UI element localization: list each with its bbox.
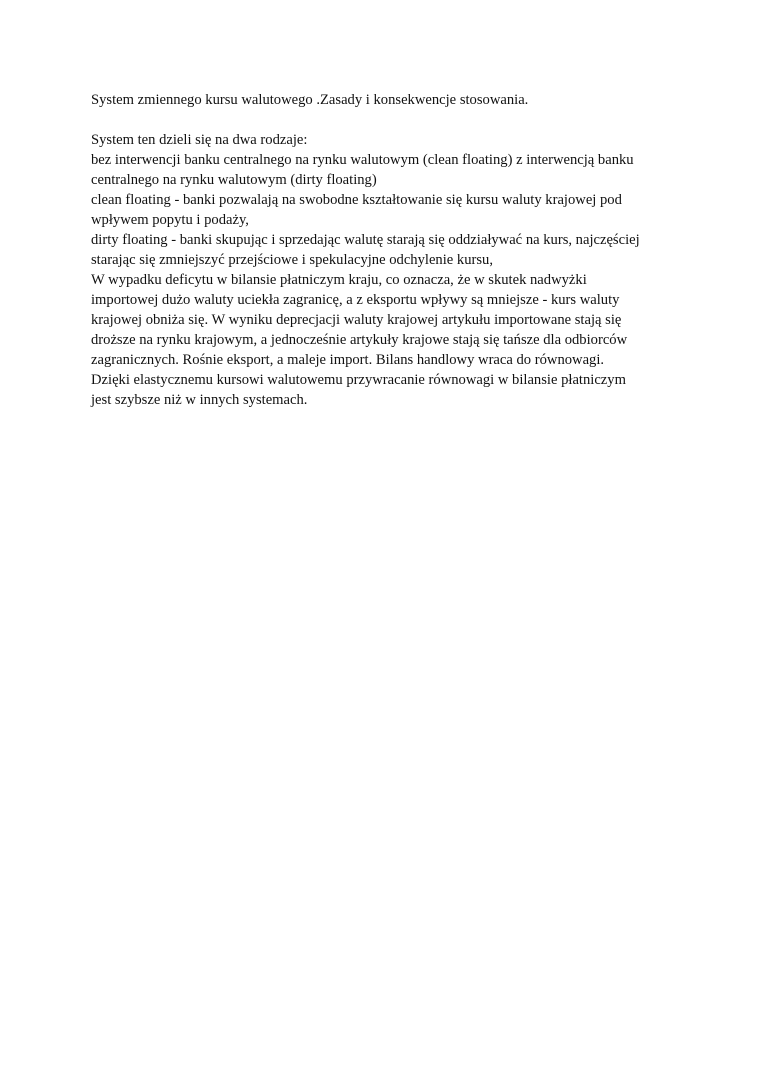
text-line: dirty floating - banki skupując i sprzedając walutę starają się oddziaływać na kurs, najczęściej [91, 232, 640, 248]
document-text [91, 130, 691, 410]
text-line: centralnego na rynku walutowym (dirty floating) [91, 172, 377, 188]
text-line: W wypadku deficytu w bilansie płatniczym kraju, co oznacza, że w skutek nadwyżki [91, 272, 587, 288]
text-line: wpływem popytu i podaży, [91, 212, 249, 228]
text-line: Dzięki elastycznemu kursowi walutowemu przywracanie równowagi w bilansie płatniczym [91, 372, 626, 388]
text-line: importowej dużo waluty uciekła zagranicę, a z eksportu wpływy są mniejsze - kurs waluty [91, 292, 620, 308]
document-body [91, 90, 691, 410]
text-line: droższe na rynku krajowym, a jednocześnie artykuły krajowe stają się tańsze dla odbiorców [91, 332, 628, 348]
text-line: bez interwencji banku centralnego na rynku walutowym (clean floating) z interwencją banku [91, 152, 634, 168]
text-line: jest szybsze niż w innych systemach. [91, 392, 308, 408]
text-line: krajowej obniża się. W wyniku deprecjacji waluty krajowej artykułu importowane stają się [91, 312, 622, 328]
text-line: System ten dzieli się na dwa rodzaje: [91, 132, 308, 148]
document-title: System zmiennego kursu walutowego .Zasady i konsekwencje stosowania. [91, 92, 529, 108]
text-line: starając się zmniejszyć przejściowe i spekulacyjne odchylenie kursu, [91, 252, 493, 268]
text-line: clean floating - banki pozwalają na swobodne kształtowanie się kursu waluty krajowej pod [91, 192, 622, 208]
text-line: zagranicznych. Rośnie eksport, a maleje import. Bilans handlowy wraca do równowagi. [91, 352, 605, 368]
blank-line [91, 110, 691, 130]
